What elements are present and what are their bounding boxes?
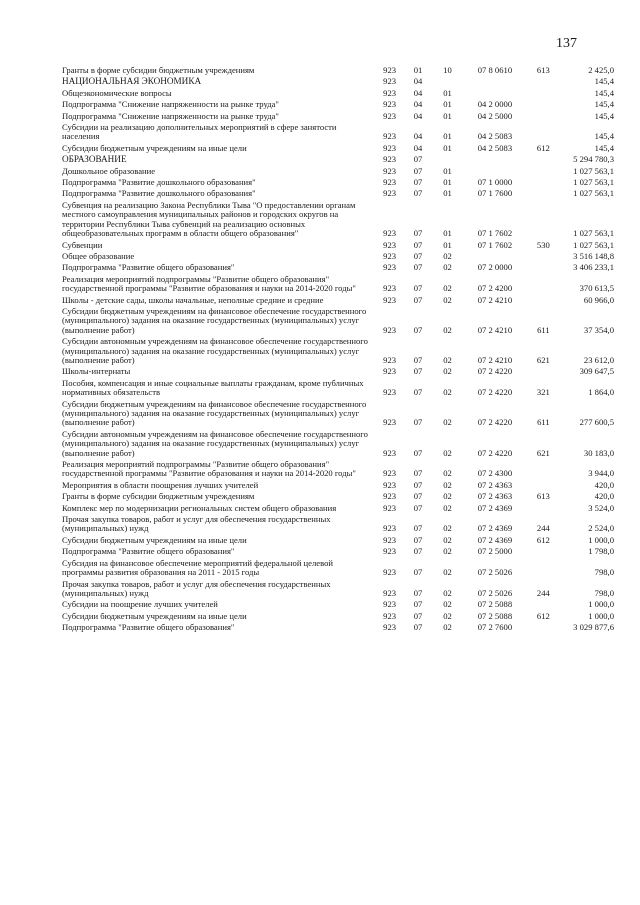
- row-amount: 1 027 563,1: [573, 177, 614, 188]
- row-admin-code: 923: [383, 154, 397, 165]
- row-admin-code: 923: [383, 587, 397, 598]
- row-section-code: 07: [413, 262, 423, 273]
- row-name: Гранты в форме субсидии бюджетным учреждениям: [62, 65, 255, 75]
- row-subsection-code: 02: [443, 479, 452, 490]
- row-subsection-code: 02: [443, 523, 452, 534]
- row-target-article-code: 07 2 4369: [477, 502, 513, 513]
- table-row: [62, 123, 614, 144]
- table-row: [62, 144, 614, 155]
- row-amount: 3 029 877,6: [573, 622, 614, 633]
- row-amount: 370 613,5: [579, 283, 614, 294]
- row-admin-code: 923: [383, 283, 397, 294]
- row-subsection-code: 02: [443, 546, 452, 557]
- row-section-code: 07: [413, 610, 423, 621]
- row-target-article-code: 07 2 4210: [477, 354, 513, 365]
- row-amount: 420,0: [594, 491, 614, 502]
- row-expense-type-code: 613: [536, 65, 550, 75]
- row-target-article-code: 07 2 4210: [477, 324, 513, 335]
- row-admin-code: 923: [383, 131, 397, 142]
- row-section-code: 07: [413, 417, 423, 428]
- row-expense-type-code: 530: [536, 239, 550, 250]
- row-amount: 3 944,0: [588, 468, 614, 479]
- row-subsection-code: 02: [443, 283, 452, 294]
- table-row: [62, 263, 614, 274]
- row-section-code: 07: [413, 366, 423, 377]
- row-admin-code: 923: [383, 502, 397, 513]
- row-target-article-code: [462, 155, 527, 166]
- row-admin-code: 923: [383, 567, 397, 578]
- row-amount: 798,0: [594, 587, 614, 598]
- row-name: Подпрограмма "Снижение напряженности на рынке труда": [62, 99, 279, 110]
- row-amount: 1 000,0: [588, 610, 614, 621]
- row-target-article-code: 07 2 4220: [477, 447, 513, 458]
- table-row: [62, 379, 614, 400]
- table-row: [62, 460, 614, 481]
- row-name: Субсидии бюджетным учреждениям на финансовое обеспечение государственного (муниципального) задания на оказание государственных (муниципальных) услуг (выполнение работ): [62, 398, 367, 428]
- table-row: [62, 400, 614, 430]
- row-name: Мероприятия в области поощрения лучших учителей: [62, 479, 259, 490]
- row-expense-type-code: [528, 460, 560, 481]
- row-admin-code: 923: [383, 610, 397, 621]
- row-target-article-code: 04 2 5083: [477, 131, 513, 142]
- row-name: Школы - детские сады, школы начальные, неполные средние и средние: [62, 294, 324, 305]
- row-subsection-code: 02: [443, 354, 452, 365]
- row-name: Подпрограмма "Развитие дошкольного образования": [62, 188, 256, 199]
- table-row: [62, 337, 614, 367]
- row-subsection-code: [433, 155, 462, 166]
- row-admin-code: 923: [383, 468, 397, 479]
- row-expense-type-code: [528, 123, 560, 144]
- row-target-article-code: 07 2 5000: [477, 546, 513, 557]
- row-admin-code: 923: [383, 622, 397, 633]
- row-section-code: 04: [413, 87, 423, 98]
- row-subsection-code: 01: [443, 177, 452, 188]
- row-target-article-code: 07 2 4363: [477, 491, 513, 502]
- page-number: 137: [556, 36, 577, 51]
- row-admin-code: 923: [383, 324, 397, 335]
- row-target-article-code: 07 2 7600: [477, 622, 513, 633]
- row-admin-code: 923: [383, 188, 397, 199]
- row-amount: 5 294 780,3: [573, 154, 614, 165]
- row-target-article-code: 07 2 4369: [477, 534, 513, 545]
- row-section-code: 07: [413, 523, 423, 534]
- row-target-article-code: 07 2 0000: [477, 262, 513, 273]
- row-expense-type-code: [528, 367, 560, 378]
- row-amount: 60 966,0: [583, 294, 614, 305]
- row-amount: 37 354,0: [583, 324, 614, 335]
- row-section-code: 07: [413, 468, 423, 479]
- row-expense-type-code: [528, 623, 560, 634]
- row-expense-type-code: 613: [536, 491, 550, 502]
- table-row: [62, 547, 614, 558]
- row-expense-type-code: [528, 547, 560, 558]
- row-target-article-code: 07 1 0000: [477, 177, 513, 188]
- row-name: ОБРАЗОВАНИЕ: [62, 154, 127, 165]
- row-section-code: 04: [413, 99, 423, 110]
- row-admin-code: 923: [383, 177, 397, 188]
- row-amount: 420,0: [594, 479, 614, 490]
- row-section-code: 07: [413, 165, 423, 176]
- row-amount: 1 027 563,1: [573, 165, 614, 176]
- row-name: Реализация мероприятий подпрограммы "Развитие общего образования" государственной программы "Развитие образования и науки на 2014-2020 годы": [62, 273, 356, 294]
- row-target-article-code: 07 1 7600: [477, 188, 513, 199]
- row-expense-type-code: [528, 275, 560, 296]
- row-admin-code: 923: [383, 239, 397, 250]
- table-row: [62, 201, 614, 241]
- row-subsection-code: 02: [443, 366, 452, 377]
- row-name: Субсидии автономным учреждениям на финансовое обеспечение государственного (муниципального) задания на оказание государственных (муниципальных) услуг (выполнение работ): [62, 336, 368, 365]
- row-subsection-code: 02: [443, 262, 452, 273]
- row-target-article-code: 07 2 4220: [477, 387, 513, 398]
- table-row: [62, 307, 614, 337]
- row-section-code: 07: [413, 587, 423, 598]
- row-subsection-code: 01: [443, 165, 452, 176]
- row-expense-type-code: 621: [536, 447, 550, 458]
- table-row: [62, 600, 614, 611]
- row-admin-code: 923: [383, 479, 397, 490]
- row-name: Подпрограмма "Развитие общего образования": [62, 262, 235, 273]
- row-admin-code: 923: [383, 65, 397, 75]
- row-amount: 2 524,0: [588, 523, 614, 534]
- row-admin-code: 923: [383, 523, 397, 534]
- row-target-article-code: 07 2 5088: [477, 610, 513, 621]
- row-expense-type-code: [528, 600, 560, 611]
- row-target-article-code: 07 2 5026: [477, 587, 513, 598]
- row-target-article-code: 07 1 7602: [477, 228, 513, 239]
- row-admin-code: 923: [383, 491, 397, 502]
- row-subsection-code: 02: [443, 447, 452, 458]
- row-section-code: 07: [413, 283, 423, 294]
- row-amount: 145,4: [594, 87, 614, 98]
- row-subsection-code: 01: [443, 99, 452, 110]
- row-target-article-code: 07 2 4220: [477, 366, 513, 377]
- row-expense-type-code: [528, 504, 560, 515]
- row-target-article-code: 04 2 5083: [477, 142, 513, 153]
- row-amount: 277 600,5: [579, 417, 614, 428]
- row-expense-type-code: [528, 189, 560, 200]
- row-amount: 3 524,0: [588, 502, 614, 513]
- row-section-code: 07: [413, 622, 423, 633]
- row-section-code: 07: [413, 294, 423, 305]
- budget-table-body: [62, 66, 614, 635]
- row-subsection-code: 02: [443, 250, 452, 261]
- row-name: Гранты в форме субсидии бюджетным учреждениям: [62, 491, 255, 502]
- row-section-code: 07: [413, 546, 423, 557]
- row-section-code: 07: [413, 250, 423, 261]
- row-amount: 1 027 563,1: [573, 239, 614, 250]
- row-target-article-code: 07 2 4220: [477, 417, 513, 428]
- row-expense-type-code: 611: [537, 324, 550, 335]
- table-row: [62, 559, 614, 580]
- row-amount: 1 027 563,1: [573, 228, 614, 239]
- row-target-article-code: [462, 77, 527, 88]
- row-expense-type-code: [528, 178, 560, 189]
- row-admin-code: 923: [383, 76, 397, 87]
- row-name: Субсидии бюджетным учреждениям на иные цели: [62, 610, 247, 621]
- table-row: [62, 623, 614, 634]
- row-subsection-code: 01: [443, 110, 452, 121]
- table-row: [62, 155, 614, 166]
- row-subsection-code: 02: [443, 324, 452, 335]
- row-target-article-code: 07 2 4363: [477, 479, 513, 490]
- row-target-article-code: 07 2 5088: [477, 599, 513, 610]
- row-name: Субсидии бюджетным учреждениям на иные цели: [62, 142, 247, 153]
- row-admin-code: 923: [383, 110, 397, 121]
- row-section-code: 07: [413, 479, 423, 490]
- row-amount: 145,4: [594, 76, 614, 87]
- row-target-article-code: 07 2 4369: [477, 523, 513, 534]
- row-amount: 798,0: [594, 567, 614, 578]
- row-name: Субвенция на реализацию Закона Республики Тыва "О предоставлении органам местного самоуправления муниципальных районов и городских округов на территории Республики Тыва субвенций на реализацию основных общеобразовательных программ в области общего образования": [62, 199, 356, 239]
- row-expense-type-code: [528, 167, 560, 178]
- row-expense-type-code: 244: [536, 587, 550, 598]
- row-subsection-code: 02: [443, 534, 452, 545]
- row-section-code: 07: [413, 154, 423, 165]
- row-section-code: 07: [413, 387, 423, 398]
- row-section-code: 07: [413, 534, 423, 545]
- row-section-code: 07: [413, 502, 423, 513]
- row-subsection-code: 02: [443, 294, 452, 305]
- row-subsection-code: 02: [443, 468, 452, 479]
- row-subsection-code: 02: [443, 622, 452, 633]
- row-subsection-code: 01: [443, 239, 452, 250]
- row-expense-type-code: 611: [537, 417, 550, 428]
- row-section-code: 04: [413, 131, 423, 142]
- row-expense-type-code: [528, 296, 560, 307]
- row-amount: 1 000,0: [588, 534, 614, 545]
- row-subsection-code: 10: [443, 65, 452, 75]
- row-name: Субсидии автономным учреждениям на финансовое обеспечение государственного (муниципального) задания на оказание государственных (муниципальных) услуг (выполнение работ): [62, 428, 368, 458]
- row-subsection-code: 01: [443, 228, 452, 239]
- table-row: [62, 430, 614, 460]
- row-subsection-code: 02: [443, 599, 452, 610]
- row-name: Субвенции: [62, 239, 103, 250]
- row-name: Подпрограмма "Снижение напряженности на рынке труда": [62, 110, 279, 121]
- row-section-code: 04: [413, 76, 423, 87]
- row-expense-type-code: [528, 112, 560, 123]
- row-expense-type-code: 612: [536, 610, 550, 621]
- row-subsection-code: 01: [443, 131, 452, 142]
- table-row: [62, 515, 614, 536]
- row-name: Прочая закупка товаров, работ и услуг для обеспечения государственных (муниципальных) нужд: [62, 578, 331, 598]
- row-section-code: 04: [413, 110, 423, 121]
- row-section-code: 07: [413, 599, 423, 610]
- row-target-article-code: 07 1 7602: [477, 239, 513, 250]
- row-section-code: 07: [413, 354, 423, 365]
- row-admin-code: 923: [383, 599, 397, 610]
- row-name: НАЦИОНАЛЬНАЯ ЭКОНОМИКА: [62, 76, 202, 87]
- row-expense-type-code: [528, 201, 560, 241]
- row-admin-code: 923: [383, 534, 397, 545]
- row-expense-type-code: [528, 155, 560, 166]
- row-admin-code: 923: [383, 294, 397, 305]
- row-target-article-code: 07 2 4200: [477, 283, 513, 294]
- row-admin-code: 923: [383, 87, 397, 98]
- row-amount: 3 516 148,8: [573, 250, 614, 261]
- row-name: Школы-интернаты: [62, 366, 131, 377]
- row-section-code: 07: [413, 567, 423, 578]
- row-admin-code: 923: [383, 546, 397, 557]
- table-row: [62, 580, 614, 601]
- table-row: [62, 100, 614, 111]
- row-name: Прочая закупка товаров, работ и услуг для обеспечения государственных (муниципальных) нужд: [62, 514, 331, 534]
- row-section-code: 07: [413, 447, 423, 458]
- row-target-article-code: 04 2 0000: [477, 99, 513, 110]
- row-name: Субсидии бюджетным учреждениям на финансовое обеспечение государственного (муниципального) задания на оказание государственных (муниципальных) услуг (выполнение работ): [62, 305, 367, 335]
- row-expense-type-code: [528, 100, 560, 111]
- row-admin-code: 923: [383, 262, 397, 273]
- row-admin-code: 923: [383, 165, 397, 176]
- row-admin-code: 923: [383, 417, 397, 428]
- row-section-code: 07: [413, 324, 423, 335]
- row-admin-code: 923: [383, 387, 397, 398]
- row-expense-type-code: [528, 89, 560, 100]
- row-subsection-code: 02: [443, 587, 452, 598]
- row-name: Реализация мероприятий подпрограммы "Развитие общего образования" государственной программы "Развитие образования и науки на 2014-2020 годы": [62, 459, 356, 479]
- row-section-code: 07: [413, 491, 423, 502]
- row-name: Субсидии на поощрение лучших учителей: [62, 599, 218, 610]
- row-admin-code: 923: [383, 354, 397, 365]
- row-amount: 1 798,0: [588, 546, 614, 557]
- table-row: [62, 241, 614, 252]
- row-subsection-code: 02: [443, 610, 452, 621]
- row-amount: 30 183,0: [583, 447, 614, 458]
- row-name: Подпрограмма "Развитие общего образования": [62, 546, 235, 557]
- row-section-code: 07: [413, 188, 423, 199]
- row-expense-type-code: [528, 559, 560, 580]
- row-name: Комплекс мер по модернизации региональных систем общего образования: [62, 502, 337, 513]
- table-row: [62, 275, 614, 296]
- row-amount: 1 027 563,1: [573, 188, 614, 199]
- row-name: Субсидии бюджетным учреждениям на иные цели: [62, 534, 247, 545]
- row-subsection-code: 02: [443, 491, 452, 502]
- row-name: Субсидии на реализацию дополнительных мероприятий в сфере занятости населения: [62, 122, 337, 142]
- row-admin-code: 923: [383, 447, 397, 458]
- row-target-article-code: 07 2 4300: [477, 468, 513, 479]
- row-section-code: 07: [413, 228, 423, 239]
- row-amount: 309 647,5: [579, 366, 614, 377]
- row-name: Подпрограмма "Развитие общего образования": [62, 622, 235, 633]
- row-subsection-code: 02: [443, 502, 452, 513]
- budget-table: [62, 66, 614, 635]
- row-expense-type-code: [528, 263, 560, 274]
- row-admin-code: 923: [383, 228, 397, 239]
- row-amount: 145,4: [594, 99, 614, 110]
- row-expense-type-code: 244: [536, 523, 550, 534]
- row-amount: 23 612,0: [583, 354, 614, 365]
- row-amount: 3 406 233,1: [573, 262, 614, 273]
- row-admin-code: 923: [383, 99, 397, 110]
- row-subsection-code: 01: [443, 142, 452, 153]
- row-admin-code: 923: [383, 366, 397, 377]
- row-expense-type-code: [528, 252, 560, 263]
- row-target-article-code: 07 8 0610: [477, 65, 513, 75]
- row-name: Общее образование: [62, 250, 135, 261]
- row-admin-code: 923: [383, 142, 397, 153]
- row-section-code: 01: [413, 65, 423, 75]
- row-expense-type-code: 321: [536, 387, 550, 398]
- row-subsection-code: 01: [443, 87, 452, 98]
- row-name: Пособия, компенсация и иные социальные выплаты гражданам, кроме публичных нормативных обязательств: [62, 377, 364, 398]
- table-row: [62, 492, 614, 503]
- row-name: Подпрограмма "Развитие дошкольного образования": [62, 177, 256, 188]
- row-name: Общеэкономические вопросы: [62, 87, 172, 98]
- row-amount: 145,4: [594, 131, 614, 142]
- row-expense-type-code: 612: [536, 534, 550, 545]
- row-subsection-code: 01: [443, 188, 452, 199]
- row-amount: 145,4: [594, 142, 614, 153]
- row-subsection-code: 02: [443, 567, 452, 578]
- row-section-code: 04: [413, 142, 423, 153]
- row-target-article-code: 07 2 4210: [477, 294, 513, 305]
- row-amount: 2 425,0: [588, 65, 614, 75]
- row-expense-type-code: 621: [536, 354, 550, 365]
- row-subsection-code: 02: [443, 417, 452, 428]
- row-amount: 1 000,0: [588, 599, 614, 610]
- row-section-code: 07: [413, 239, 423, 250]
- row-target-article-code: 04 2 5000: [477, 110, 513, 121]
- row-expense-type-code: [528, 77, 560, 88]
- row-target-article-code: 07 2 5026: [477, 567, 513, 578]
- row-name: Субсидия на финансовое обеспечение мероприятий федеральной целевой программы развития образования на 2011 - 2015 годы: [62, 557, 333, 578]
- row-name: Дошкольное образование: [62, 165, 156, 176]
- row-expense-type-code: 612: [536, 142, 550, 153]
- row-amount: 1 864,0: [588, 387, 614, 398]
- row-admin-code: 923: [383, 250, 397, 261]
- row-amount: 145,4: [594, 110, 614, 121]
- row-subsection-code: 02: [443, 387, 452, 398]
- row-section-code: 07: [413, 177, 423, 188]
